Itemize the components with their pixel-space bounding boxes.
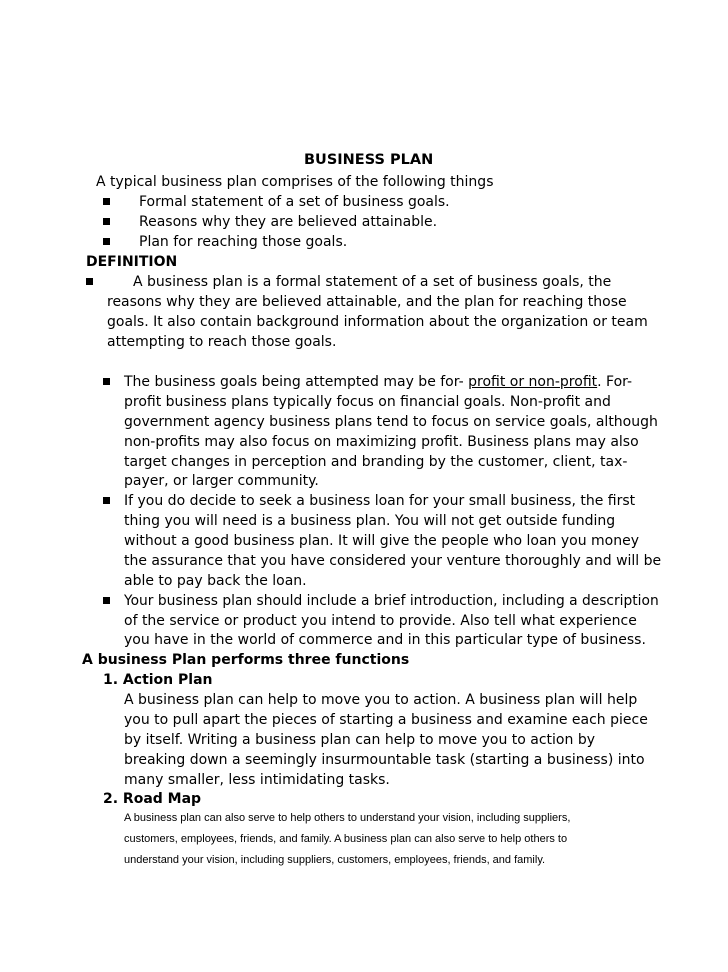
- function-line: A business plan can help to move you to action. A business plan will help: [124, 692, 638, 708]
- bullet-text: . For-: [597, 374, 633, 390]
- definition-heading: DEFINITION: [86, 254, 178, 270]
- profit-link[interactable]: profit or non-profit: [468, 374, 598, 390]
- square-bullet-icon: [103, 198, 110, 205]
- bullet-line: target changes in perception and branding by the customer, client, tax-: [124, 454, 628, 470]
- function-line: understand your vision, including suppliers, customers, employees, friends, and family.: [124, 854, 546, 866]
- bullet-line: thing you will need is a business plan. You will not get outside funding: [124, 513, 616, 529]
- function-heading: 1. Action Plan: [103, 672, 213, 688]
- square-bullet-icon: [86, 278, 93, 285]
- bullet-line: [124, 372, 632, 392]
- bullet-line: the assurance that you have considered your venture thoroughly and will be: [124, 553, 662, 569]
- function-line: by itself. Writing a business plan can help to move you to action by: [124, 732, 595, 748]
- function-line: many smaller, less intimidating tasks.: [124, 772, 390, 788]
- square-bullet-icon: [103, 218, 110, 225]
- intro-item: Formal statement of a set of business goals.: [139, 194, 450, 210]
- bullet-line: government agency business plans tend to focus on service goals, although: [124, 414, 658, 430]
- definition-line: attempting to reach those goals.: [107, 334, 337, 350]
- bullet-line: you have in the world of commerce and in this particular type of business.: [124, 632, 646, 648]
- document-title: BUSINESS PLAN: [304, 152, 434, 168]
- bullet-line: If you do decide to seek a business loan for your small business, the first: [124, 493, 636, 509]
- bullet-text: The business goals being attempted may be for-: [124, 374, 469, 390]
- definition-line: goals. It also contain background information about the organization or team: [107, 314, 648, 330]
- function-line: A business plan can also serve to help others to understand your vision, including suppliers,: [124, 812, 571, 824]
- intro-item: Reasons why they are believed attainable.: [139, 214, 438, 230]
- bullet-line: non-profits may also focus on maximizing profit. Business plans may also: [124, 434, 639, 450]
- function-heading: 2. Road Map: [103, 791, 202, 807]
- definition-line: A business plan is a formal statement of a set of business goals, the: [133, 274, 612, 290]
- square-bullet-icon: [103, 497, 110, 504]
- bullet-line: of the service or product you intend to provide. Also tell what experience: [124, 613, 637, 629]
- square-bullet-icon: [103, 378, 110, 385]
- function-line: you to pull apart the pieces of starting a business and examine each piece: [124, 712, 648, 728]
- square-bullet-icon: [103, 238, 110, 245]
- definition-line: reasons why they are believed attainable, and the plan for reaching those: [107, 294, 627, 310]
- bullet-line: payer, or larger community.: [124, 473, 319, 489]
- intro-item: Plan for reaching those goals.: [139, 234, 348, 250]
- bullet-line: able to pay back the loan.: [124, 573, 307, 589]
- bullet-line: profit business plans typically focus on financial goals. Non-profit and: [124, 394, 611, 410]
- function-line: breaking down a seemingly insurmountable task (starting a business) into: [124, 752, 645, 768]
- functions-heading: A business Plan performs three functions: [82, 652, 410, 668]
- bullet-line: without a good business plan. It will give the people who loan you money: [124, 533, 639, 549]
- intro-text: A typical business plan comprises of the following things: [96, 174, 494, 190]
- function-line: customers, employees, friends, and family. A business plan can also serve to help others to: [124, 833, 568, 845]
- bullet-line: Your business plan should include a brief introduction, including a description: [124, 593, 659, 609]
- square-bullet-icon: [103, 597, 110, 604]
